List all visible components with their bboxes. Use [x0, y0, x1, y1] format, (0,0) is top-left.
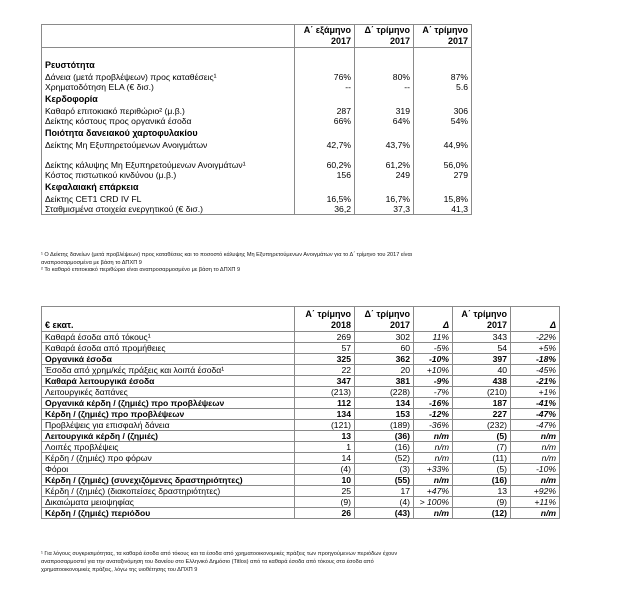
row-value: (121) — [295, 420, 355, 431]
row-value: 279 — [453, 170, 468, 180]
row-label: Έσοδα από χρημ/κές πράξεις και λοιπά έσοδα¹ — [42, 365, 295, 376]
table1-row — [42, 82, 472, 92]
row-value: 37,3 — [355, 204, 414, 215]
table2-header-col1: Α΄ τρίμηνο 2018 — [295, 307, 355, 332]
row-value: 15,8% — [443, 194, 468, 204]
row-value: (3) — [355, 464, 414, 475]
row-value: -47% — [511, 420, 560, 431]
row-value: 134 — [355, 398, 414, 409]
row-value: -21% — [511, 376, 560, 387]
table2-header-row — [42, 307, 560, 332]
row-label: Κέρδη / (ζημιές) (διακοπείσες δραστηριότητες) — [42, 486, 295, 497]
row-value: -41% — [511, 398, 560, 409]
row-label: Οργανικά έσοδα — [42, 354, 295, 365]
row-value: 227 — [453, 409, 511, 420]
table1-row — [42, 140, 472, 150]
table1-header-col1: Α΄ εξάμηνο 2017 — [295, 25, 355, 48]
table1-footnote-1-line1: ¹ Ο Δείκτης δανείων (μετά προβλέψεων) προς καταθέσεις και το ποσοστό κάλυψης Μη Εξυπηρετούμενων Ανοιγμάτων για το Δ΄ τρίμηνο του 2017 είναι — [41, 252, 412, 258]
row-value: -10% — [511, 464, 560, 475]
table2-header-col3: Δ — [414, 307, 453, 332]
table1-header-col2: Δ΄ τρίμηνο 2017 — [355, 25, 414, 48]
row-value: (43) — [355, 508, 414, 519]
row-label: Δείκτης κάλυψης Μη Εξυπηρετούμενων Ανοιγμάτων¹ — [42, 150, 295, 170]
section-blank-cell — [414, 126, 472, 140]
row-value: -22% — [511, 332, 560, 343]
row-value: 287 — [295, 106, 355, 116]
row-value: 36,2 — [295, 204, 355, 215]
section-title: Ποιότητα δανειακού χαρτοφυλακίου — [42, 126, 295, 140]
table2-footnote — [41, 550, 397, 574]
table2-header-col5: Δ — [511, 307, 560, 332]
section-blank-cell — [355, 180, 414, 194]
section-title: Κερδοφορία — [42, 92, 295, 106]
table1-header-row — [42, 25, 472, 48]
row-value: (11) — [453, 453, 511, 464]
row-label: Λειτουργικές δαπάνες — [42, 387, 295, 398]
table2-row — [42, 475, 560, 486]
table1-header-blank — [42, 25, 295, 48]
row-value: +10% — [414, 365, 453, 376]
table2-row — [42, 453, 560, 464]
row-value: (52) — [355, 453, 414, 464]
row-value: (16) — [355, 442, 414, 453]
row-label: Κέρδη / (ζημιές) (συνεχιζόμενες δραστηριότητες) — [42, 475, 295, 486]
table2-row — [42, 508, 560, 519]
row-value: 87% — [450, 72, 468, 82]
table2-row — [42, 387, 560, 398]
table2-header-col2: Δ΄ τρίμηνο 2017 — [355, 307, 414, 332]
table1-footnote-1 — [41, 251, 412, 267]
table2-row — [42, 398, 560, 409]
section-blank-cell — [295, 126, 355, 140]
table2-row — [42, 354, 560, 365]
row-value: (213) — [295, 387, 355, 398]
row-value: 41,3 — [451, 204, 468, 214]
row-value: -10% — [414, 354, 453, 365]
row-value: 66% — [295, 116, 355, 126]
table1-section-header — [42, 92, 472, 106]
row-value: n/m — [414, 453, 453, 464]
table2-row — [42, 409, 560, 420]
row-value: 64% — [355, 116, 414, 126]
row-value: 80% — [355, 72, 414, 82]
section-blank-cell — [414, 92, 472, 106]
table2-unit-label: € εκατ. — [42, 307, 295, 332]
row-value: -36% — [414, 420, 453, 431]
row-value: 56,0% — [443, 160, 468, 170]
row-value: -- — [295, 82, 355, 92]
row-value: (5) — [453, 431, 511, 442]
row-value: (55) — [355, 475, 414, 486]
row-value: -- — [355, 82, 414, 92]
row-value: 26 — [295, 508, 355, 519]
row-label: Προβλέψεις για επισφαλή δάνεια — [42, 420, 295, 431]
row-value: (12) — [453, 508, 511, 519]
row-value: 134 — [295, 409, 355, 420]
row-value: (232) — [453, 420, 511, 431]
table1-row — [42, 106, 472, 116]
row-label: Δείκτης CET1 CRD IV FL — [42, 194, 295, 204]
key-ratios-table — [41, 24, 472, 215]
section-blank-cell — [355, 92, 414, 106]
row-label: Κέρδη / (ζημιές) προ προβλέψεων — [42, 409, 295, 420]
row-value: 397 — [453, 354, 511, 365]
table2-row — [42, 464, 560, 475]
row-value: 40 — [453, 365, 511, 376]
table2-row — [42, 442, 560, 453]
table2-footnote-line1: ¹ Για λόγους συγκρισιμότητας, τα καθαρά έσοδα από τόκους και τα έσοδα από χρηματοοικονομικές πράξεις των προηγούμενων περιόδων έχουν — [41, 551, 398, 557]
row-label: Χρηματοδότηση ELA (€ δισ.) — [42, 82, 295, 92]
table1-section-header — [42, 58, 472, 72]
table1-row — [42, 72, 472, 82]
row-value: 347 — [295, 376, 355, 387]
row-value: 269 — [295, 332, 355, 343]
row-value: (4) — [295, 464, 355, 475]
table2-row — [42, 431, 560, 442]
row-value: 319 — [355, 106, 414, 116]
table2-row — [42, 497, 560, 508]
row-value: 14 — [295, 453, 355, 464]
row-value: +92% — [511, 486, 560, 497]
row-value: 22 — [295, 365, 355, 376]
row-label: Λοιπές προβλέψεις — [42, 442, 295, 453]
section-blank-cell — [295, 180, 355, 194]
row-value: -9% — [414, 376, 453, 387]
row-value: +11% — [511, 497, 560, 508]
section-blank-cell — [295, 58, 355, 72]
row-value: 343 — [453, 332, 511, 343]
row-value: 16,7% — [355, 194, 414, 204]
row-value: 44,9% — [443, 140, 468, 150]
row-value: (5) — [453, 464, 511, 475]
row-label: Οργανικά κέρδη / (ζημιές) προ προβλέψεων — [42, 398, 295, 409]
row-value: (189) — [355, 420, 414, 431]
row-value: 60 — [355, 343, 414, 354]
row-value: 302 — [355, 332, 414, 343]
row-value: n/m — [511, 508, 560, 519]
row-value: n/m — [511, 453, 560, 464]
section-blank-cell — [355, 126, 414, 140]
row-label: Κέρδη / (ζημιές) προ φόρων — [42, 453, 295, 464]
row-label: Λειτουργικά κέρδη / (ζημιές) — [42, 431, 295, 442]
table1-row — [42, 194, 472, 204]
row-value: (36) — [355, 431, 414, 442]
row-value: 112 — [295, 398, 355, 409]
row-value: 153 — [355, 409, 414, 420]
row-label: Κέρδη / (ζημιές) περιόδου — [42, 508, 295, 519]
row-value: 17 — [355, 486, 414, 497]
row-value: 25 — [295, 486, 355, 497]
row-value: n/m — [414, 442, 453, 453]
row-value: 76% — [295, 72, 355, 82]
row-label: Καθαρά έσοδα από τόκους¹ — [42, 332, 295, 343]
table2-row — [42, 376, 560, 387]
table2-footnote-line2: αναπροσαρμοστεί για την αναταξινόμηση του δανείου στο Ελληνικό Δημόσιο (Titlos) από τα καθαρά έσοδα από τόκους στα έσοδα από — [41, 559, 374, 565]
row-value: 13 — [295, 431, 355, 442]
row-value: (228) — [355, 387, 414, 398]
row-value: -7% — [414, 387, 453, 398]
row-label: Καθαρό επιτοκιακό περιθώριο² (μ.β.) — [42, 106, 295, 116]
section-blank-cell — [414, 180, 472, 194]
row-label: Καθαρά έσοδα από προμήθειες — [42, 343, 295, 354]
row-label: Δείκτης Μη Εξυπηρετούμενων Ανοιγμάτων — [42, 140, 295, 150]
row-label: Δείκτης κόστους προς οργανικά έσοδα — [42, 116, 295, 126]
row-value: n/m — [414, 431, 453, 442]
row-value: -45% — [511, 365, 560, 376]
section-blank-cell — [355, 58, 414, 72]
row-value: +47% — [414, 486, 453, 497]
row-value: (210) — [453, 387, 511, 398]
row-value: -47% — [511, 409, 560, 420]
row-value: 438 — [453, 376, 511, 387]
row-value: +1% — [511, 387, 560, 398]
row-value: (9) — [295, 497, 355, 508]
table2-row — [42, 343, 560, 354]
row-value: (4) — [355, 497, 414, 508]
table2-footnote-line3: χρηματοοικονομικές πράξεις, λόγω της υιοθέτησης του ΔΠΧΠ 9 — [41, 567, 198, 573]
row-value: 156 — [295, 170, 355, 180]
row-value: +33% — [414, 464, 453, 475]
table1-section-header — [42, 180, 472, 194]
section-title: Κεφαλαιακή επάρκεια — [42, 180, 295, 194]
row-value: -16% — [414, 398, 453, 409]
row-value: 16,5% — [295, 194, 355, 204]
row-value: n/m — [511, 442, 560, 453]
table1-header-col3: Α΄ τρίμηνο 2017 — [414, 25, 472, 48]
row-value: n/m — [511, 431, 560, 442]
row-value: 20 — [355, 365, 414, 376]
row-value: 5.6 — [456, 82, 468, 92]
table2-row — [42, 420, 560, 431]
table1-spacer-row — [42, 48, 472, 59]
row-value: +5% — [511, 343, 560, 354]
table2-row — [42, 332, 560, 343]
row-value: 381 — [355, 376, 414, 387]
section-title: Ρευστότητα — [42, 58, 295, 72]
row-value: 54 — [453, 343, 511, 354]
row-value: 10 — [295, 475, 355, 486]
row-label: Καθαρά λειτουργικά έσοδα — [42, 376, 295, 387]
table2-row — [42, 365, 560, 376]
income-statement-table — [41, 306, 560, 519]
section-blank-cell — [414, 58, 472, 72]
row-value: 42,7% — [295, 140, 355, 150]
table1-row — [42, 150, 472, 170]
row-value: 57 — [295, 343, 355, 354]
row-value: 60,2% — [295, 150, 355, 170]
row-value: 13 — [453, 486, 511, 497]
row-value: n/m — [414, 508, 453, 519]
table1-footnote-2: ² Το καθαρό επιτοκιακό περιθώριο είναι αναπροσαρμοσμένο με βάση το ΔΠΧΠ 9 — [41, 267, 241, 273]
row-value: 325 — [295, 354, 355, 365]
row-value: 187 — [453, 398, 511, 409]
row-label: Δάνεια (μετά προβλέψεων) προς καταθέσεις¹ — [42, 72, 295, 82]
section-blank-cell — [295, 92, 355, 106]
row-value: -5% — [414, 343, 453, 354]
table1-row — [42, 204, 472, 215]
table2-header-col4: Α΄ τρίμηνο 2017 — [453, 307, 511, 332]
table1-row — [42, 170, 472, 180]
table1-row — [42, 116, 472, 126]
row-value: > 100% — [414, 497, 453, 508]
row-label: Φόροι — [42, 464, 295, 475]
row-label: Σταθμισμένα στοιχεία ενεργητικού (€ δισ.) — [42, 204, 295, 215]
table1-section-header — [42, 126, 472, 140]
row-label: Δικαιώματα μειοψηφίας — [42, 497, 295, 508]
row-label: Κόστος πιστωτικού κινδύνου (μ.β.) — [42, 170, 295, 180]
row-value: 11% — [414, 332, 453, 343]
row-value: (16) — [453, 475, 511, 486]
table2-row — [42, 486, 560, 497]
row-value: 306 — [453, 106, 468, 116]
row-value: -18% — [511, 354, 560, 365]
row-value: n/m — [414, 475, 453, 486]
row-value: 362 — [355, 354, 414, 365]
row-value: (7) — [453, 442, 511, 453]
row-value: 43,7% — [355, 140, 414, 150]
row-value: 249 — [355, 170, 414, 180]
table1-footnote-1-line2: αναπροσαρμοσμένα με βάση το ΔΠΧΠ 9 — [41, 260, 142, 266]
row-value: n/m — [511, 475, 560, 486]
row-value: 1 — [295, 442, 355, 453]
row-value: -12% — [414, 409, 453, 420]
row-value: 54% — [450, 116, 468, 126]
row-value: (9) — [453, 497, 511, 508]
row-value: 61,2% — [355, 150, 414, 170]
